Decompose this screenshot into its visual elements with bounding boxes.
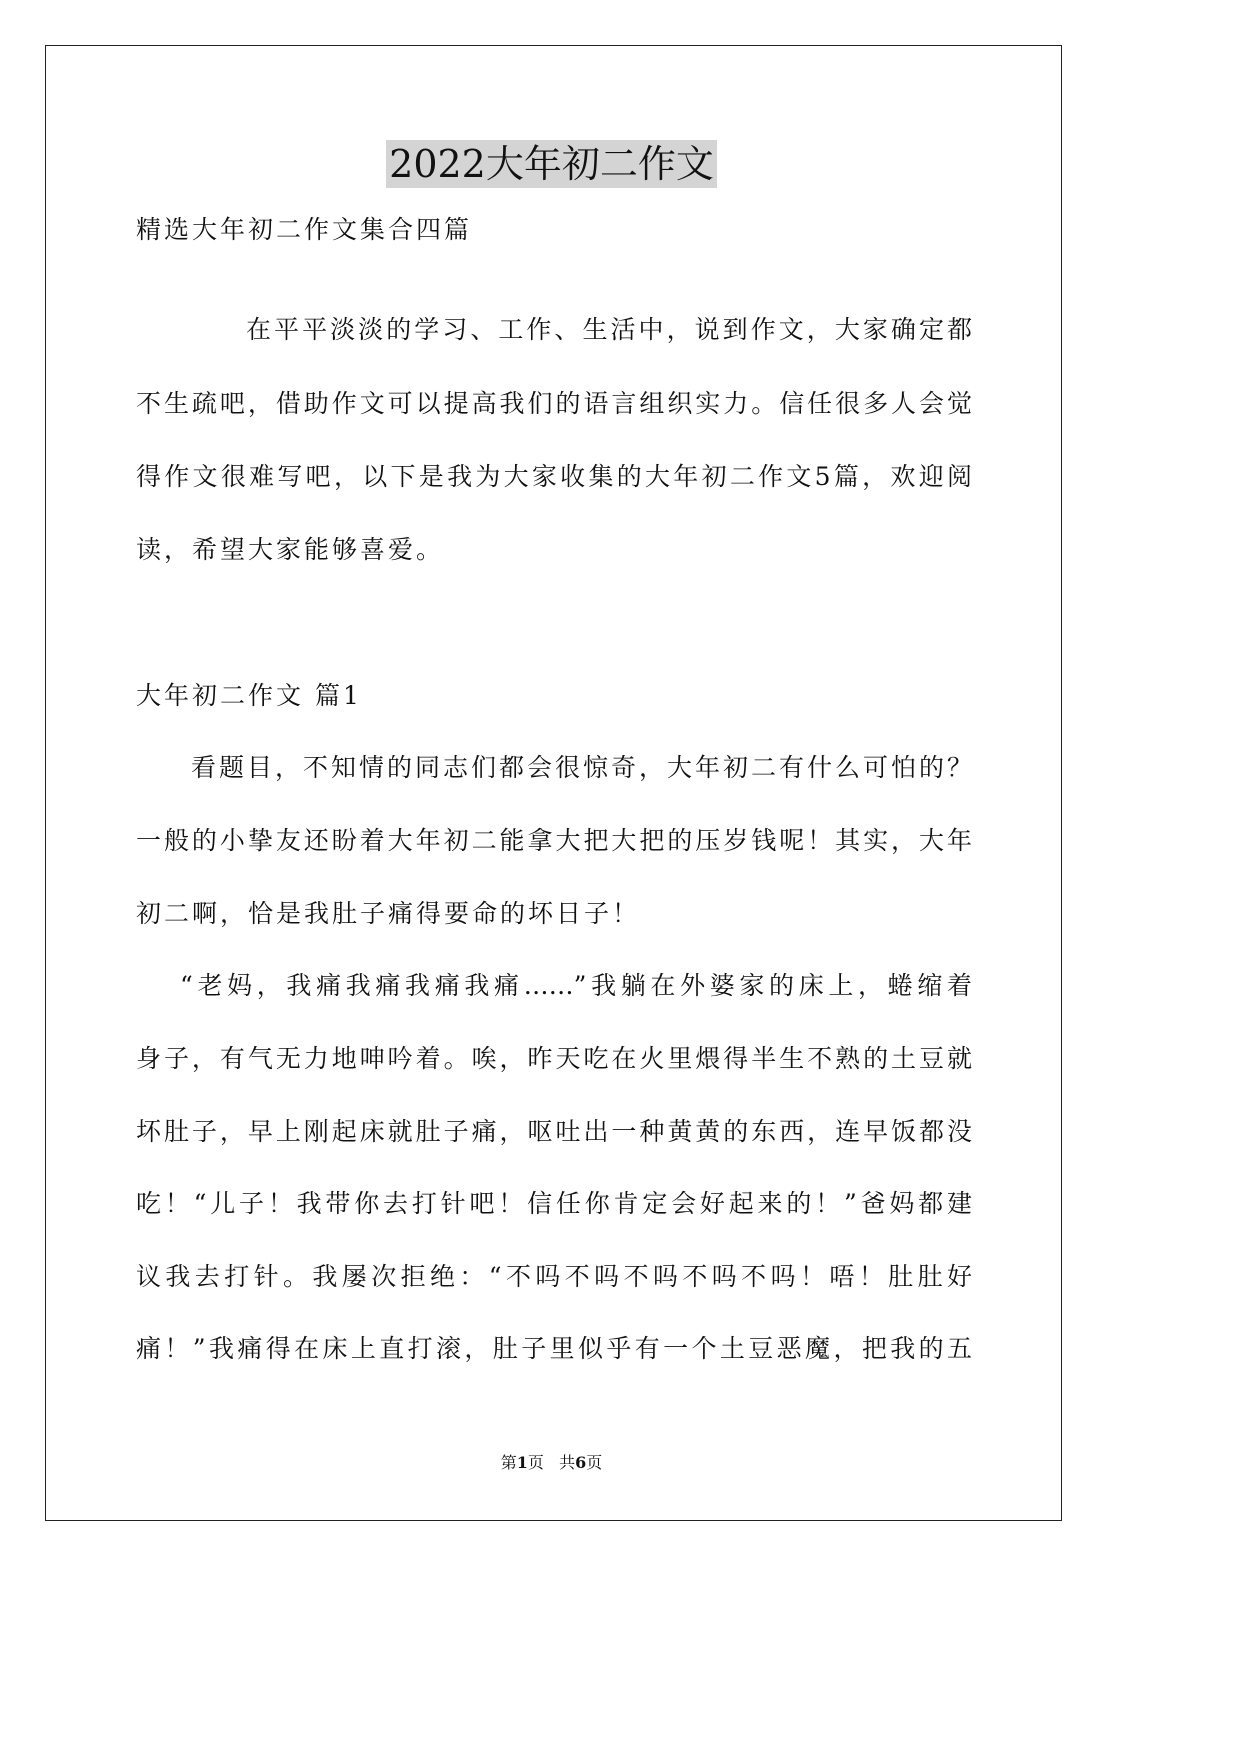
- paragraph-line: 一般的小挚友还盼着大年初二能拿大把大把的压岁钱呢！其实，大年: [136, 826, 972, 855]
- footer-prefix: 第: [500, 1453, 517, 1472]
- section-heading: 大年初二作文 篇1: [136, 681, 362, 710]
- intro-line: 在平平淡淡的学习、工作、生活中，说到作文，大家确定都: [246, 315, 972, 344]
- title-container: [0, 140, 1103, 188]
- footer-current-page: 1: [516, 1453, 528, 1472]
- intro-line: 得作文很难写吧，以下是我为大家收集的大年初二作文5篇，欢迎阅: [136, 462, 972, 491]
- paragraph-line: 坏肚子，早上刚起床就肚子痛，呕吐出一种黄黄的东西，连早饭都没: [136, 1117, 972, 1146]
- document-subtitle: 精选大年初二作文集合四篇: [136, 215, 473, 244]
- intro-line: 读，希望大家能够喜爱。: [136, 535, 445, 564]
- paragraph-line: 身子，有气无力地呻吟着。唉，昨天吃在火里煨得半生不熟的土豆就: [136, 1044, 972, 1073]
- page-footer: [0, 1452, 1103, 1474]
- footer-total-pages: 6: [575, 1453, 587, 1472]
- paragraph-line: 看题目，不知情的同志们都会很惊奇，大年初二有什么可怕的？: [191, 753, 972, 782]
- footer-suffix: 页: [586, 1453, 603, 1472]
- footer-mid: 页 共: [527, 1453, 576, 1472]
- paragraph-line: 初二啊，恰是我肚子痛得要命的坏日子！: [136, 899, 641, 928]
- paragraph-line: “老妈，我痛我痛我痛我痛……”我躺在外婆家的床上，蜷缩着: [180, 971, 972, 1000]
- intro-line: 不生疏吧，借助作文可以提高我们的语言组织实力。信任很多人会觉: [136, 389, 972, 418]
- document-title: 2022大年初二作文: [386, 140, 717, 188]
- paragraph-line: 议我去打针。我屡次拒绝：“不吗不吗不吗不吗不吗！唔！肚肚好: [136, 1262, 972, 1291]
- paragraph-line: 吃！“儿子！我带你去打针吧！信任你肯定会好起来的！”爸妈都建: [136, 1189, 972, 1218]
- paragraph-line: 痛！”我痛得在床上直打滚，肚子里似乎有一个土豆恶魔，把我的五: [136, 1334, 972, 1363]
